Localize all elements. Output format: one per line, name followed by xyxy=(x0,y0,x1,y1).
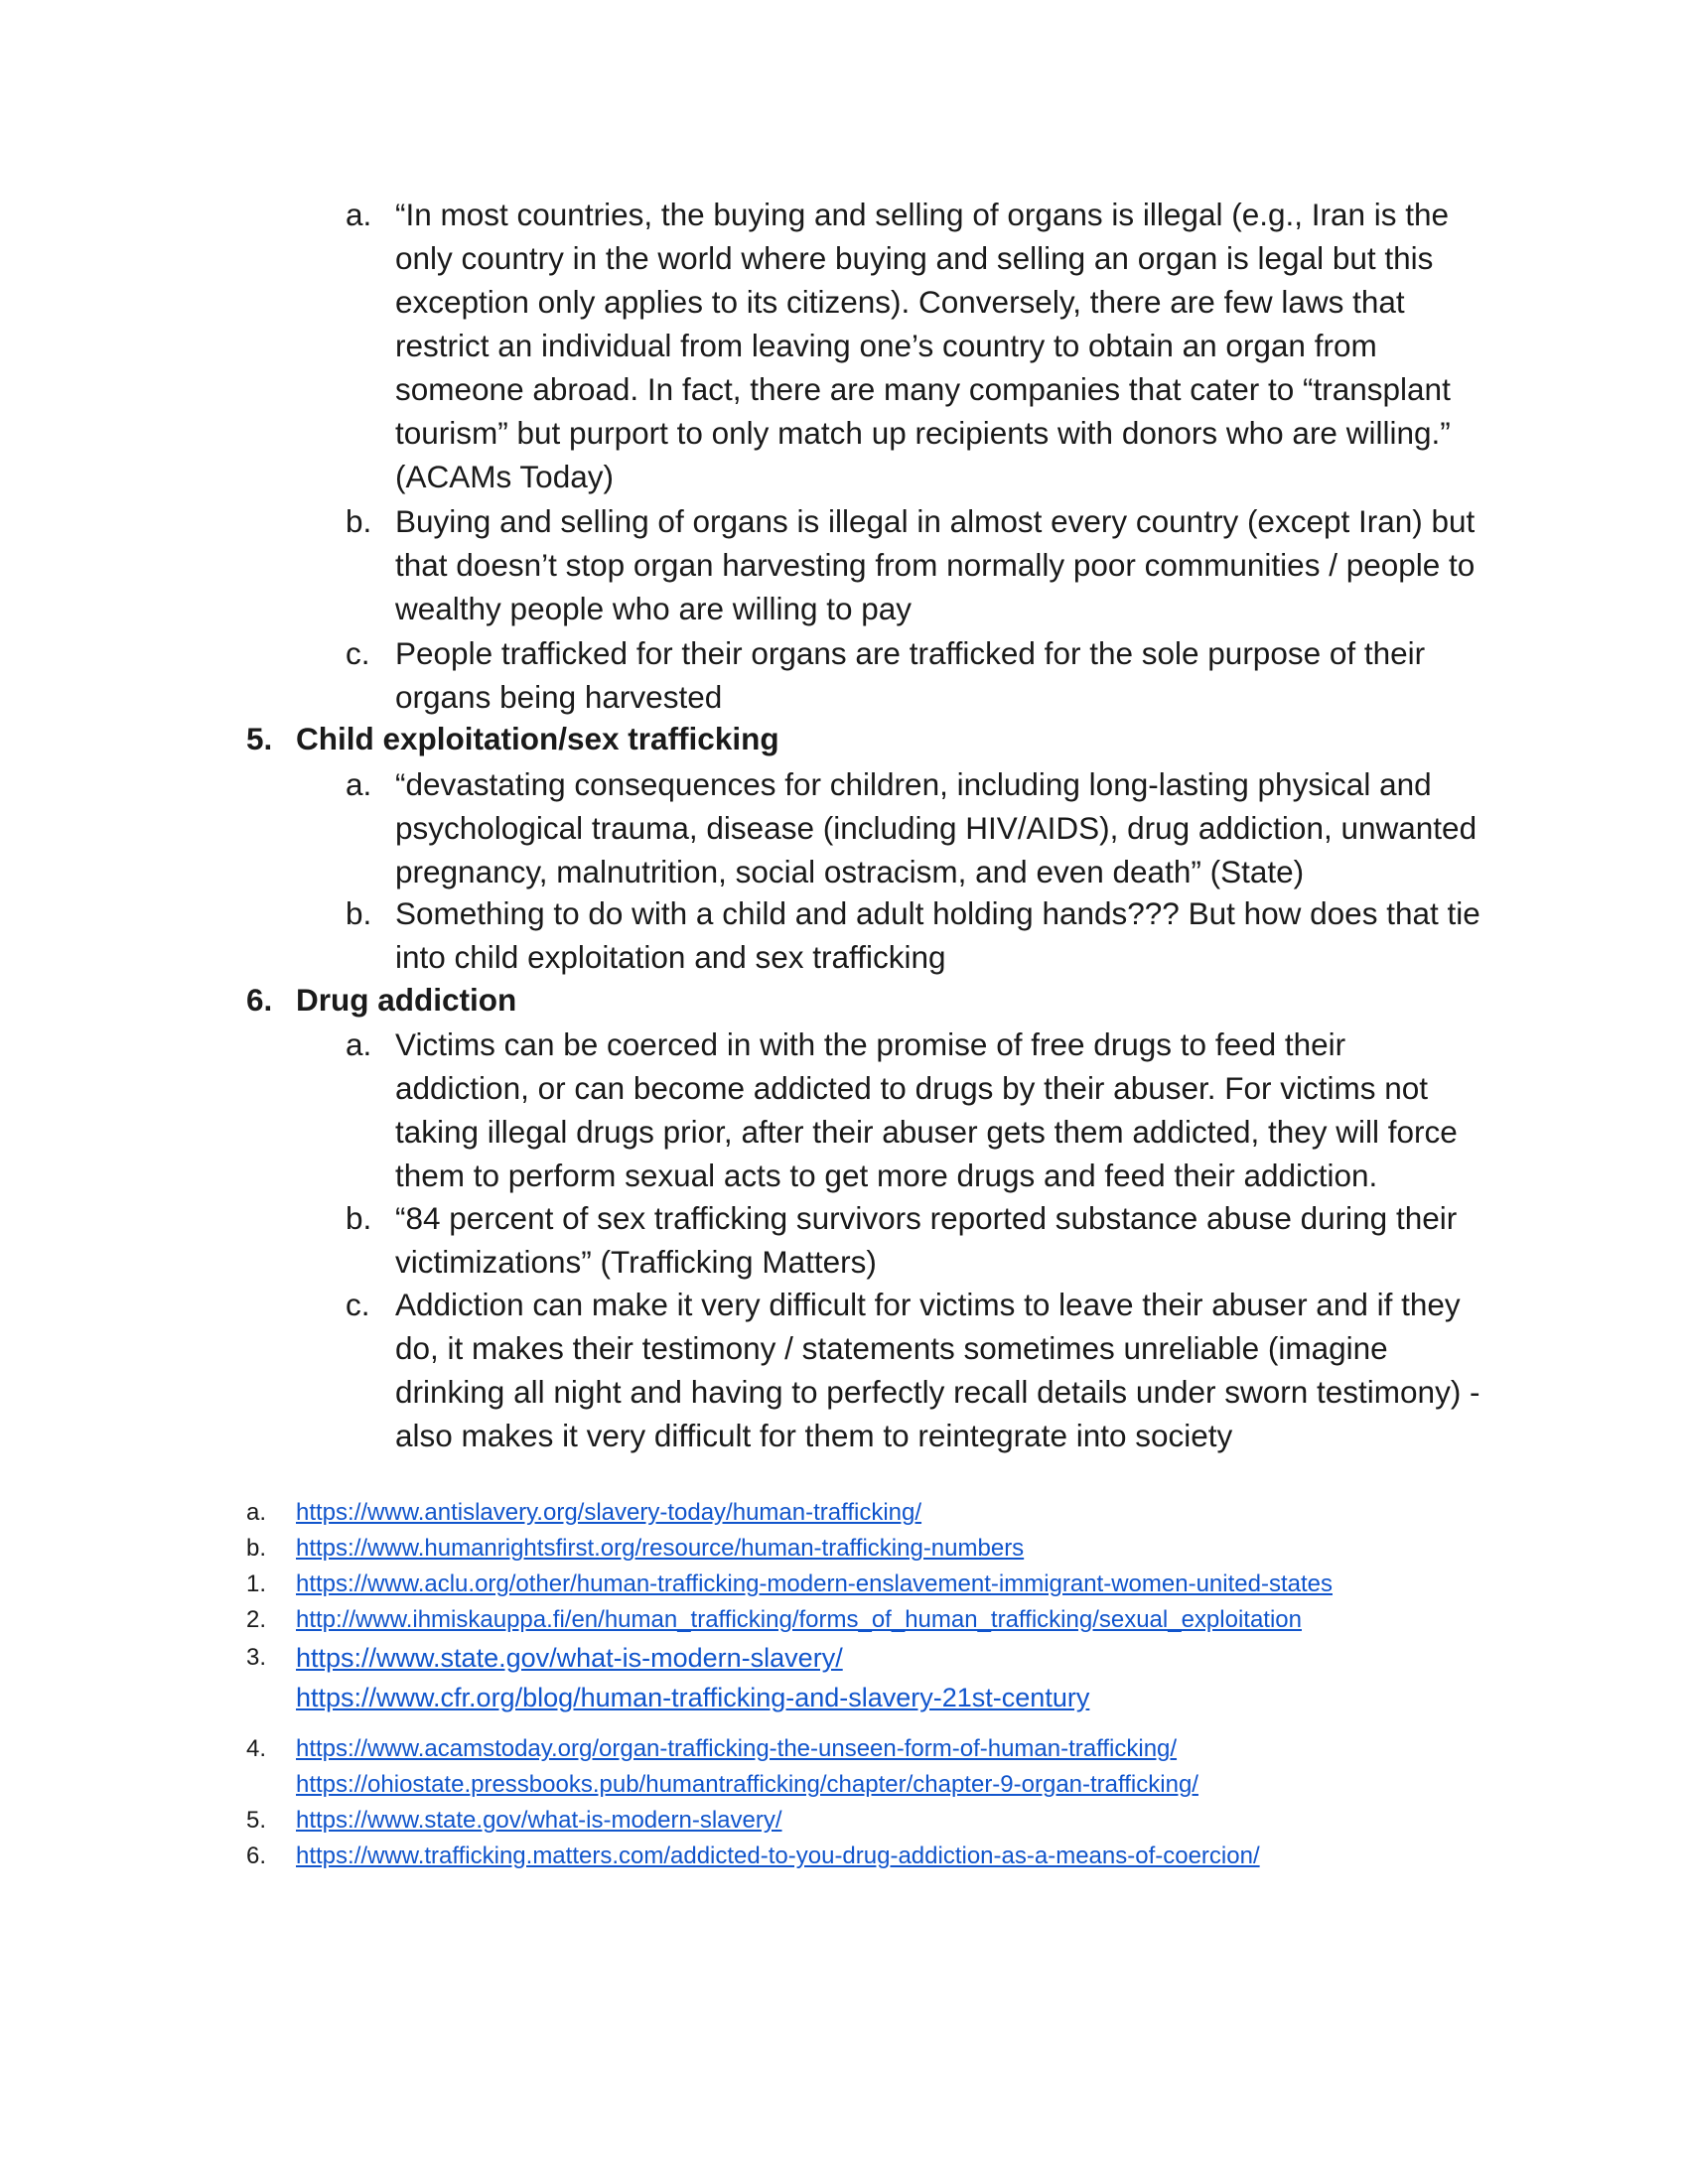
list-marker: a. xyxy=(346,766,372,802)
list-item xyxy=(346,762,1487,893)
list-marker: b. xyxy=(346,503,372,539)
list-item-text: “devastating consequences for children, including long-lasting physical and psychological trauma, disease (including HIV/AIDS), drug addiction, unwanted pregnancy, malnutrition, social ostracism, and even death” (State) xyxy=(395,766,1477,889)
reference-item xyxy=(246,1731,1636,1803)
reference-link[interactable]: https://www.trafficking.matters.com/addicted-to-you-drug-addiction-as-a-means-of-coercion/ xyxy=(296,1843,1260,1869)
reference-link[interactable]: https://www.cfr.org/blog/human-trafficking-and-slavery-21st-century xyxy=(296,1683,1090,1712)
list-marker: a. xyxy=(346,197,372,232)
section-number: 6. xyxy=(246,982,273,1018)
list-item xyxy=(346,1023,1487,1197)
list-item xyxy=(346,499,1487,630)
reference-link[interactable]: https://www.aclu.org/other/human-trafficking-modern-enslavement-immigrant-women-united-states xyxy=(296,1570,1333,1597)
list-item xyxy=(346,891,1487,979)
list-marker: b. xyxy=(346,1200,372,1236)
list-item-text: Something to do with a child and adult holding hands??? But how does that tie into child exploitation and sex trafficking xyxy=(395,895,1480,975)
list-item-text: Addiction can make it very difficult for victims to leave their abuser and if they do, it makes their testimony / statements sometimes unreliable (imagine drinking all night and having to perfectly recall details under sworn testimony) - also makes it very difficult for them to reintegrate into society xyxy=(395,1287,1480,1453)
reference-link[interactable]: https://www.antislavery.org/slavery-today/human-trafficking/ xyxy=(296,1499,922,1526)
reference-marker: a. xyxy=(246,1499,267,1526)
list-marker: c. xyxy=(346,1287,370,1322)
reference-marker: 1. xyxy=(246,1570,267,1597)
reference-marker: b. xyxy=(246,1535,267,1562)
reference-link[interactable]: https://www.state.gov/what-is-modern-slavery/ xyxy=(296,1807,782,1834)
reference-item xyxy=(246,1638,1636,1717)
section-title: Drug addiction xyxy=(296,982,517,1018)
list-item-text: People trafficked for their organs are trafficked for the sole purpose of their organs being harvested xyxy=(395,635,1426,715)
reference-link[interactable]: https://ohiostate.pressbooks.pub/humantrafficking/chapter/chapter-9-organ-trafficking/ xyxy=(296,1771,1198,1798)
reference-link[interactable]: https://www.acamstoday.org/organ-trafficking-the-unseen-form-of-human-trafficking/ xyxy=(296,1735,1178,1762)
list-item xyxy=(346,1283,1487,1457)
section-heading xyxy=(246,978,1438,1022)
list-item xyxy=(346,1196,1487,1284)
list-marker: a. xyxy=(346,1026,372,1062)
reference-marker: 3. xyxy=(246,1644,267,1671)
reference-item xyxy=(246,1531,1636,1567)
reference-marker: 5. xyxy=(246,1807,267,1834)
list-marker: b. xyxy=(346,895,372,931)
section-heading xyxy=(246,717,1438,760)
reference-marker: 4. xyxy=(246,1735,267,1762)
reference-marker: 2. xyxy=(246,1606,267,1633)
reference-item xyxy=(246,1803,1636,1839)
list-item xyxy=(346,631,1487,719)
reference-link[interactable]: https://www.humanrightsfirst.org/resource/human-trafficking-numbers xyxy=(296,1535,1025,1562)
reference-item xyxy=(246,1839,1636,1874)
section-title: Child exploitation/sex trafficking xyxy=(296,721,779,756)
reference-link[interactable]: http://www.ihmiskauppa.fi/en/human_trafficking/forms_of_human_trafficking/sexual_exploitation xyxy=(296,1606,1303,1633)
reference-item xyxy=(246,1495,1636,1531)
list-item-text: “84 percent of sex trafficking survivors reported substance abuse during their victimizations” (Trafficking Matters) xyxy=(395,1200,1458,1280)
reference-marker: 6. xyxy=(246,1843,267,1869)
section-number: 5. xyxy=(246,721,273,756)
list-item xyxy=(346,193,1487,498)
reference-item xyxy=(246,1602,1636,1638)
reference-item xyxy=(246,1567,1636,1602)
list-item-text: “In most countries, the buying and selling of organs is illegal (e.g., Iran is the only country in the world where buying and selling an organ is legal but this exception only applies to its citizens). Conversely, there are few laws that restrict an individual from leaving one’s country to obtain an organ from someone abroad. In fact, there are many companies that cater to “transplant tourism” but purport to only match up recipients with donors who are willing.” (ACAMs Today) xyxy=(395,197,1451,494)
reference-link[interactable]: https://www.state.gov/what-is-modern-slavery/ xyxy=(296,1643,843,1673)
list-item-text: Victims can be coerced in with the promise of free drugs to feed their addiction, or can become addicted to drugs by their abuser. For victims not taking illegal drugs prior, after their abuser gets them addicted, they will force them to perform sexual acts to get more drugs and feed their addiction. xyxy=(395,1026,1458,1193)
list-item-text: Buying and selling of organs is illegal in almost every country (except Iran) but that doesn’t stop organ harvesting from normally poor communities / people to wealthy people who are willing to pay xyxy=(395,503,1476,626)
list-marker: c. xyxy=(346,635,370,671)
